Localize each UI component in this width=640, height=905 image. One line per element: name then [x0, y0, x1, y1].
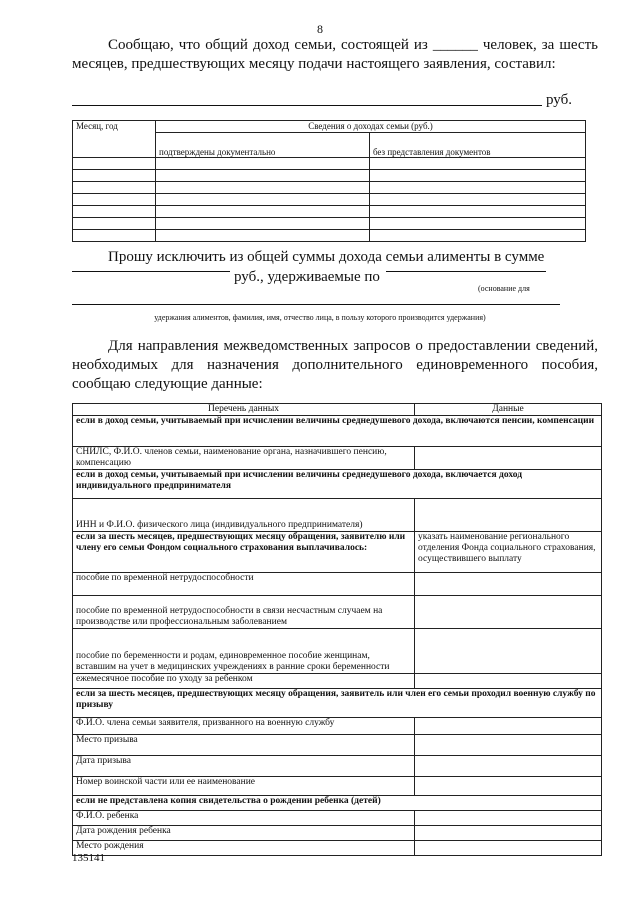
table-cell[interactable]: [369, 170, 585, 182]
table-row: [73, 796, 602, 811]
data-table: [72, 403, 602, 856]
data-item-value[interactable]: [415, 447, 602, 470]
income-table-month-header: Месяц, год: [73, 121, 156, 158]
data-item-value: указать наименование регионального отделения Фонда социального страхования, осуществившего выплату: [415, 532, 602, 573]
data-item-value[interactable]: [415, 811, 602, 826]
section-heading: если за шесть месяцев, предшествующих месяцу обращения, заявитель или член его семьи проходил военную службу по призыву: [73, 689, 602, 718]
alimony-amount-line[interactable]: [72, 270, 230, 272]
table-cell[interactable]: [156, 194, 370, 206]
table-cell[interactable]: [73, 158, 156, 170]
data-table-list-header: Перечень данных: [73, 404, 415, 416]
requests-intro: Для направления межведомственных запросов о предоставлении сведений, необходимых для назначения дополнительного единовременного пособия, сообщаю следующие данные:: [72, 338, 598, 392]
table-cell[interactable]: [156, 218, 370, 230]
data-item-label: ИНН и Ф.И.О. физического лица (индивидуального предпринимателя): [73, 499, 415, 532]
table-cell[interactable]: [369, 218, 585, 230]
table-cell[interactable]: [73, 206, 156, 218]
table-row: [73, 826, 602, 841]
withhold-note: удержания алиментов, фамилия, имя, отчество лица, в пользу которого производится удержания): [154, 313, 486, 322]
table-row: [73, 170, 586, 182]
table-cell[interactable]: [156, 206, 370, 218]
alimony-recipient-line[interactable]: [72, 303, 560, 305]
alimony-withheld-by: руб., удерживаемые по: [234, 269, 380, 285]
table-row: [73, 416, 602, 447]
data-table-data-header: Данные: [415, 404, 602, 416]
data-item-value[interactable]: [415, 735, 602, 756]
data-item-value[interactable]: [415, 596, 602, 629]
table-cell[interactable]: [156, 230, 370, 242]
table-row: [73, 735, 602, 756]
table-cell[interactable]: [73, 182, 156, 194]
section-heading: если не представлена копия свидетельства о рождении ребенка (детей): [73, 796, 602, 811]
table-row: [73, 573, 602, 596]
table-row: [73, 674, 602, 689]
data-item-label: если за шесть месяцев, предшествующих месяцу обращения, заявителю или члену его семьи Фондом социального страхования выплачивалось:: [73, 532, 415, 573]
table-row: [73, 218, 586, 230]
income-table-confirmed-header: подтверждены документально: [156, 133, 370, 158]
table-row: [73, 811, 602, 826]
data-item-label: пособие по беременности и родам, единовременное пособие женщинам, вставшим на учет в медицинских учреждениях в ранние сроки беременности: [73, 629, 415, 674]
data-item-label: пособие по временной нетрудоспособности в связи несчастным случаем на производстве или профессиональным заболеванием: [73, 596, 415, 629]
data-item-value[interactable]: [415, 573, 602, 596]
data-item-value[interactable]: [415, 756, 602, 777]
basis-note: (основание для: [478, 284, 530, 293]
data-item-value[interactable]: [415, 826, 602, 841]
table-row: [73, 182, 586, 194]
data-item-label: ежемесячное пособие по уходу за ребенком: [73, 674, 415, 689]
table-cell[interactable]: [369, 230, 585, 242]
table-row: [73, 194, 586, 206]
table-row: [73, 689, 602, 718]
table-cell[interactable]: [73, 230, 156, 242]
income-amount-line[interactable]: [72, 91, 542, 106]
data-item-label: СНИЛС, Ф.И.О. членов семьи, наименование органа, назначившего пенсию, компенсацию: [73, 447, 415, 470]
table-cell[interactable]: [73, 194, 156, 206]
table-row: [73, 532, 602, 573]
table-cell[interactable]: [73, 218, 156, 230]
data-item-label: Место рождения: [73, 841, 415, 856]
table-row: [73, 718, 602, 735]
table-row: [73, 206, 586, 218]
document-code: 135141: [72, 852, 105, 864]
alimony-basis-line[interactable]: [386, 270, 546, 272]
data-item-label: пособие по временной нетрудоспособности: [73, 573, 415, 596]
section-heading: если в доход семьи, учитываемый при исчислении величины среднедушевого дохода, включаются пенсии, компенсации: [73, 416, 602, 447]
data-item-label: Дата рождения ребенка: [73, 826, 415, 841]
table-cell[interactable]: [369, 206, 585, 218]
data-item-value[interactable]: [415, 629, 602, 674]
page-number: 8: [317, 22, 323, 36]
table-cell[interactable]: [369, 194, 585, 206]
income-table-unconfirmed-header: без представления документов: [369, 133, 585, 158]
table-cell[interactable]: [156, 158, 370, 170]
data-item-label: Номер воинской части или ее наименование: [73, 777, 415, 796]
table-row: [73, 158, 586, 170]
data-item-value[interactable]: [415, 674, 602, 689]
data-item-value[interactable]: [415, 841, 602, 856]
alimony-request: Прошу исключить из общей суммы дохода семьи алименты в сумме: [108, 249, 545, 265]
table-row: [73, 447, 602, 470]
income-statement: Сообщаю, что общий доход семьи, состоящей из ______ человек, за шесть месяцев, предшествующих месяцу подачи настоящего заявления, составил:: [72, 37, 598, 72]
data-item-value[interactable]: [415, 499, 602, 532]
data-item-value[interactable]: [415, 777, 602, 796]
table-row: [73, 841, 602, 856]
income-currency: руб.: [546, 92, 572, 108]
data-item-value[interactable]: [415, 718, 602, 735]
table-row: [73, 499, 602, 532]
data-item-label: Место призыва: [73, 735, 415, 756]
income-table-info-header: Сведения о доходах семьи (руб.): [156, 121, 586, 133]
table-cell[interactable]: [73, 170, 156, 182]
data-item-label: Ф.И.О. ребенка: [73, 811, 415, 826]
table-cell[interactable]: [369, 158, 585, 170]
table-row: [73, 230, 586, 242]
table-cell[interactable]: [369, 182, 585, 194]
income-table: [72, 120, 586, 242]
table-row: [73, 777, 602, 796]
table-cell[interactable]: [156, 170, 370, 182]
table-row: [73, 756, 602, 777]
data-item-label: Ф.И.О. члена семьи заявителя, призванного на военную службу: [73, 718, 415, 735]
table-row: [73, 470, 602, 499]
section-heading: если в доход семьи, учитываемый при исчислении величины среднедушевого дохода, включается доход индивидуального предпринимателя: [73, 470, 602, 499]
table-cell[interactable]: [156, 182, 370, 194]
data-item-label: Дата призыва: [73, 756, 415, 777]
table-row: [73, 596, 602, 629]
table-row: [73, 629, 602, 674]
